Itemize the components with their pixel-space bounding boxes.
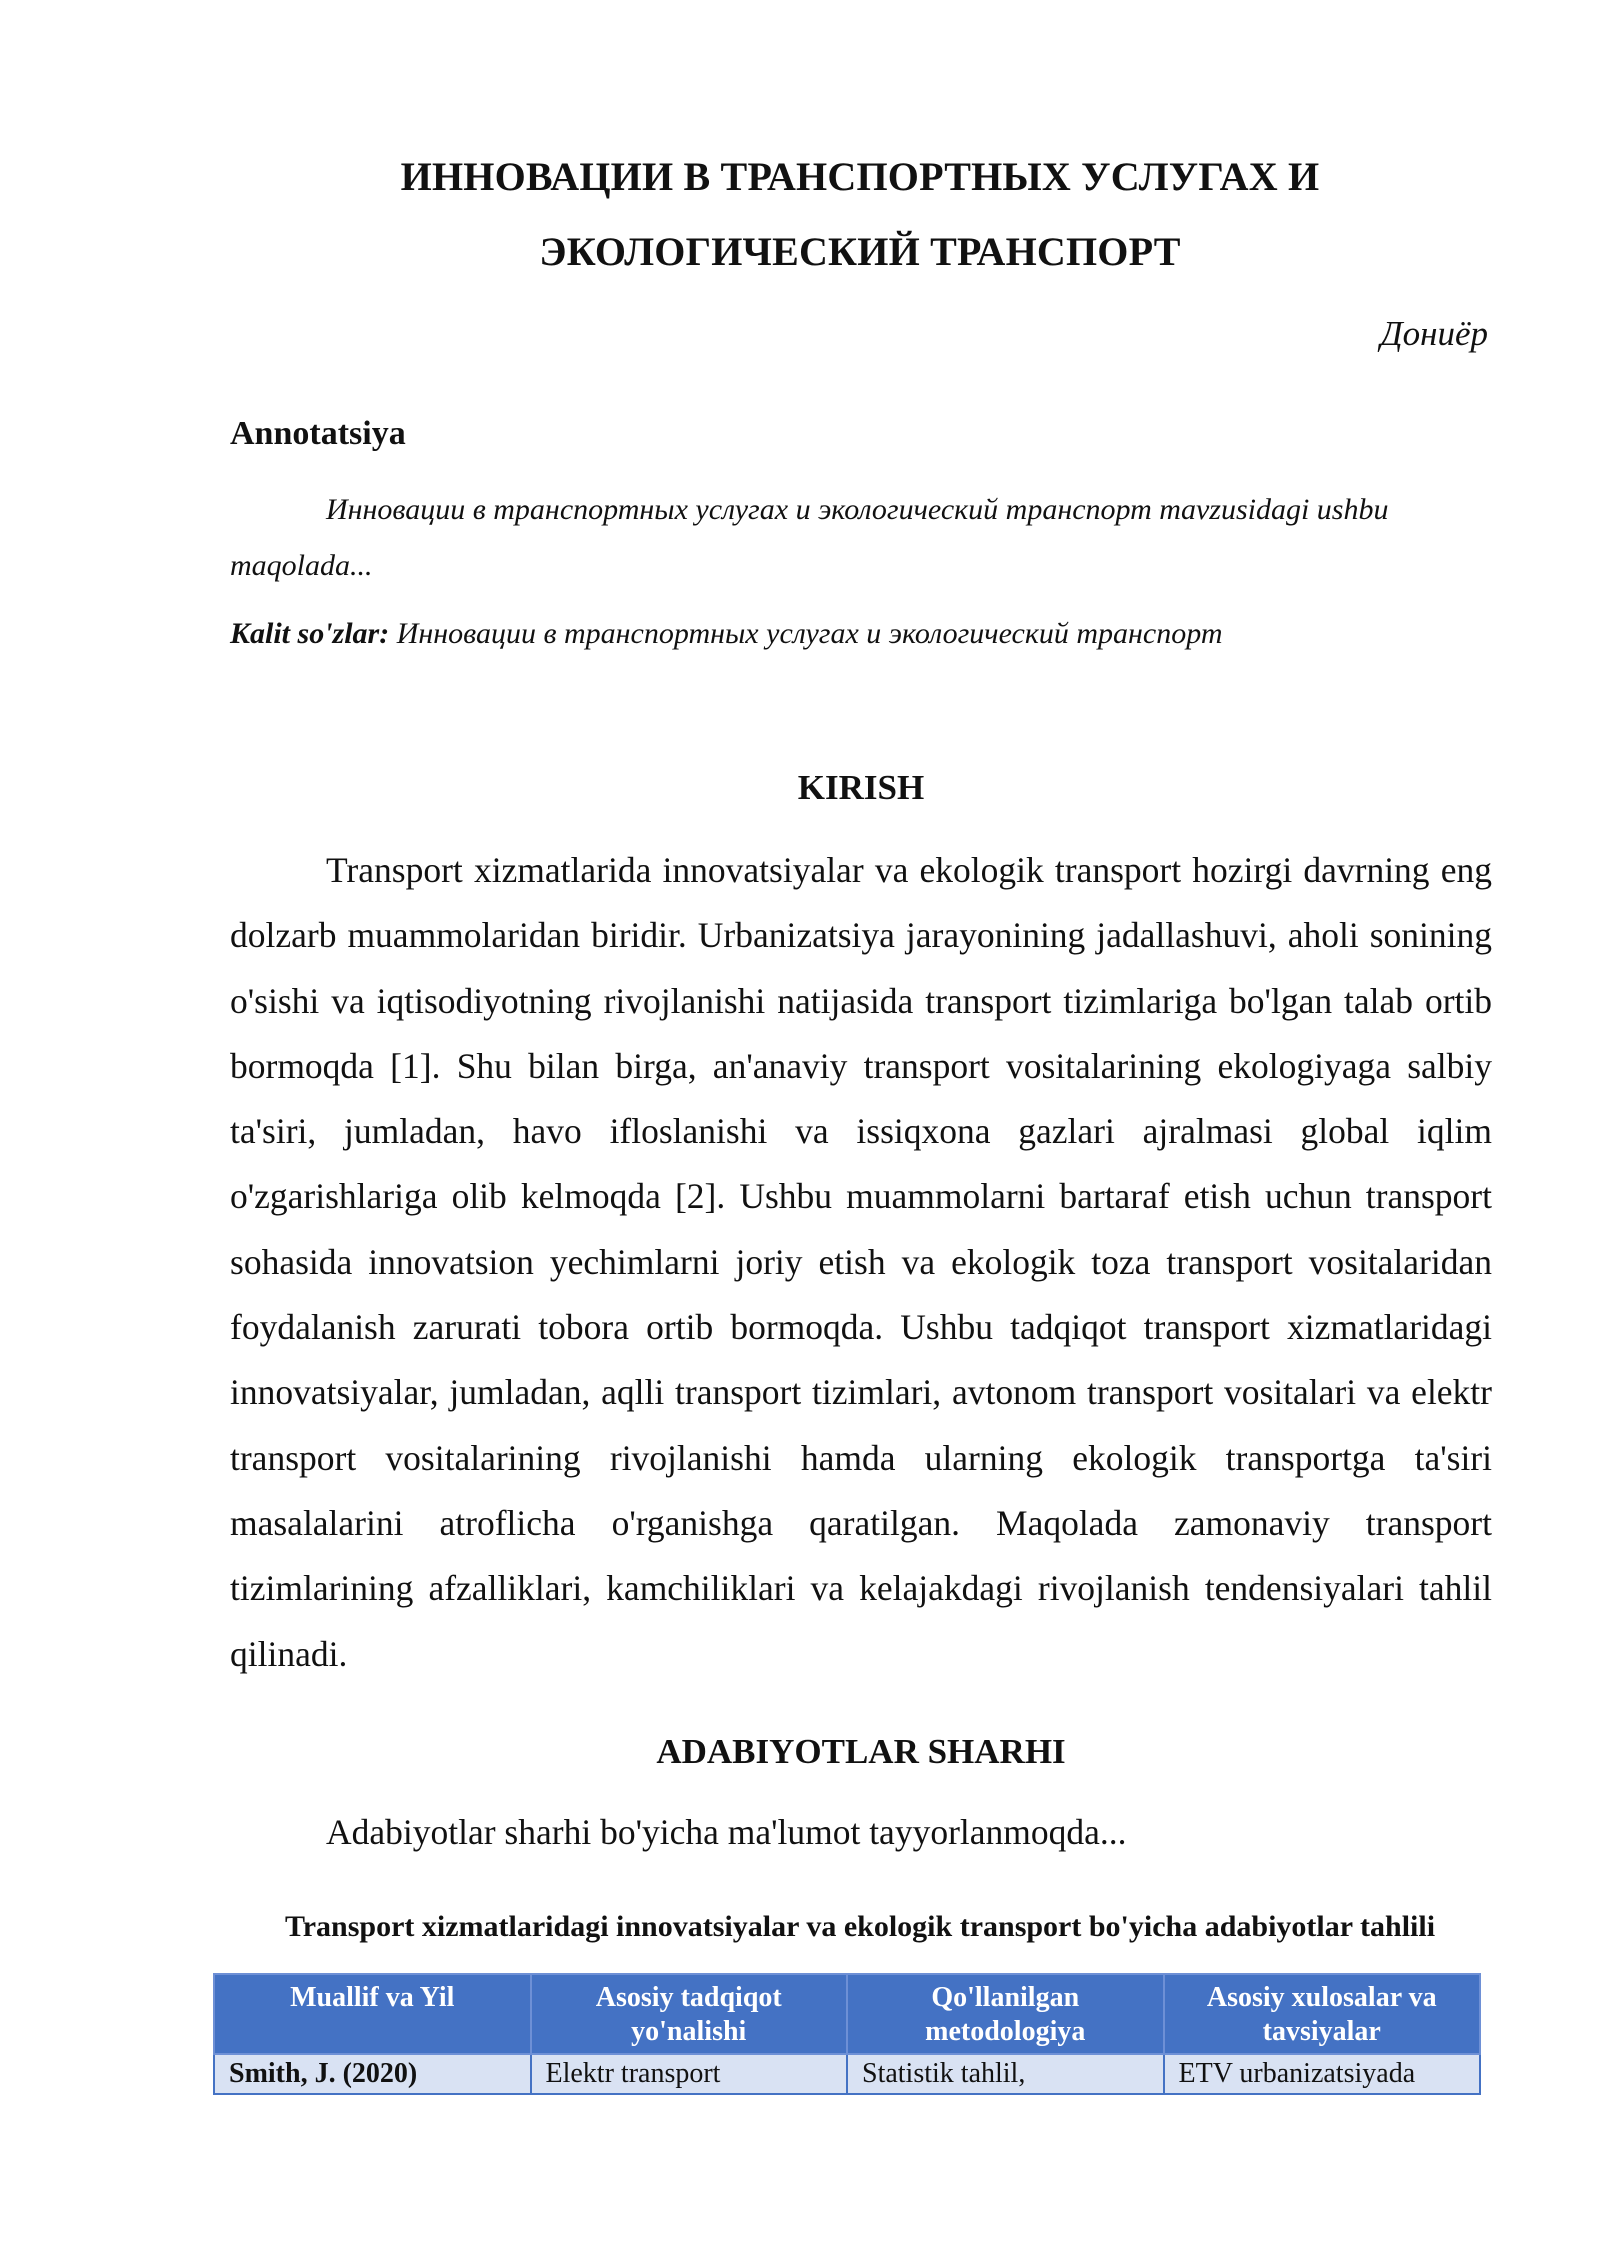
table-header-cell: Muallif va Yil bbox=[214, 1974, 531, 2054]
intro-paragraph: Transport xizmatlarida innovatsiyalar va ekologik transport hozirgi davrning eng dolzarb muammolaridan biridir. Urbanizatsiya jarayonining jadallashuvi, aholi sonining o'sishi va iqtisodiyotning rivojlanishi natijasida transport tizimlariga bo'lgan talab ortib bormoqda [1]. Shu bilan birga, an'anaviy transport vositalarining ekologiyaga salbiy ta'siri, jumladan, havo ifloslanishi va issiqxona gazlari ajralmasi global iqlim o'zgarishlariga olib kelmoqda [2]. Ushbu muammolarni bartaraf etish uchun transport sohasida innovatsion yechimlarni joriy etish va ekologik toza transport vositalaridan foydalanish zarurati tobora ortib bormoqda. Ushbu tadqiqot transport xizmatlaridagi innovatsiyalar, jumladan, aqlli transport tizimlari, avtonom transport vositalari va elektr transport vositalarining rivojlanishi hamda ularning ekologik transportga ta'siri masalalarini atroflicha o'rganishga qaratilgan. Maqolada zamonaviy transport tizimlarining afzalliklari, kamchiliklari va kelajakdagi rivojlanish tendensiyalari tahlil qilinadi. bbox=[230, 850, 1492, 1674]
table-caption: Transport xizmatlaridagi innovatsiyalar va ekologik transport bo'yicha adabiyotlar tahlili bbox=[284, 1910, 1436, 1943]
keywords-value: Инновации в транспортных услугах и экологический транспорт bbox=[389, 617, 1223, 650]
table-header-cell: Asosiy tadqiqot yo'nalishi bbox=[531, 1974, 848, 2054]
annotation-text: Инновации в транспортных услугах и экологический транспорт mavzusidagi ushbu maqolada... bbox=[230, 493, 1389, 582]
table-cell: Elektr transport bbox=[531, 2054, 848, 2094]
title-line-1: ИННОВАЦИИ В ТРАНСПОРТНЫХ УСЛУГАХ И bbox=[400, 154, 1320, 199]
table-header-cell: Qo'llanilgan metodologiya bbox=[847, 1974, 1164, 2054]
keywords-line bbox=[230, 612, 1492, 656]
author-name: Дониёр bbox=[1380, 314, 1488, 353]
table-header-row bbox=[214, 1974, 1480, 2054]
table-row bbox=[214, 2054, 1480, 2094]
literature-heading: ADABIYOTLAR SHARHI bbox=[656, 1732, 1066, 1771]
table-cell: Statistik tahlil, bbox=[847, 2054, 1164, 2094]
table-cell: Smith, J. (2020) bbox=[214, 2054, 531, 2094]
title-line-2: ЭКОЛОГИЧЕСКИЙ ТРАНСПОРТ bbox=[539, 229, 1181, 274]
table-cell: ETV urbanizatsiyada bbox=[1164, 2054, 1481, 2094]
literature-table bbox=[213, 1973, 1481, 2095]
keywords-label: Kalit so'zlar: bbox=[230, 617, 390, 650]
table-header-cell: Asosiy xulosalar va tavsiyalar bbox=[1164, 1974, 1481, 2054]
intro-heading: KIRISH bbox=[797, 768, 925, 807]
annotation-heading: Annotatsiya bbox=[230, 415, 406, 452]
literature-paragraph: Adabiyotlar sharhi bo'yicha ma'lumot tayyorlanmoqda... bbox=[326, 1812, 1127, 1852]
